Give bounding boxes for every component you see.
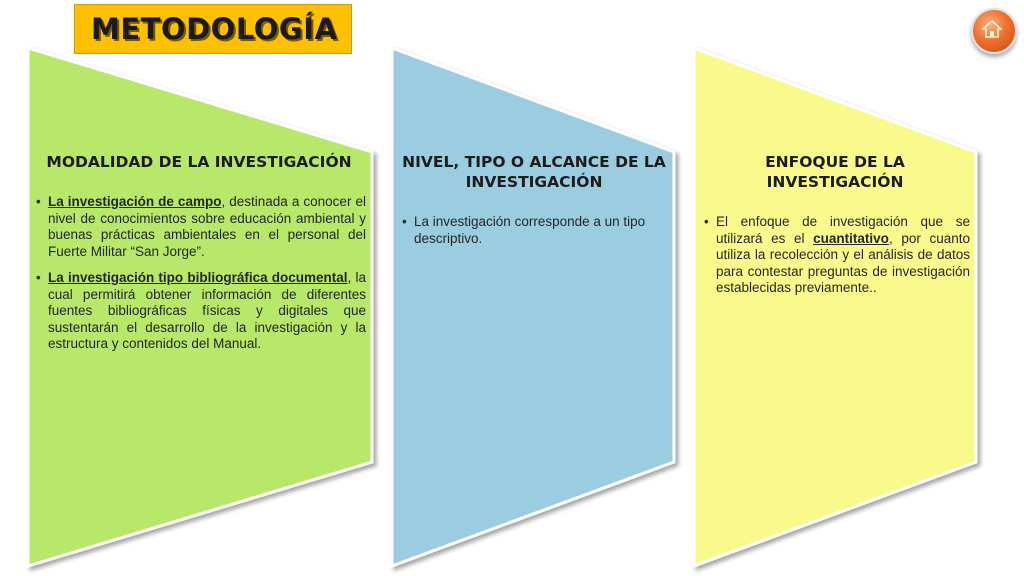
home-icon xyxy=(982,19,1002,39)
panel-nivel-heading: NIVEL, TIPO O ALCANCE DE LA INVESTIGACIÓN xyxy=(402,153,666,191)
panel-modalidad-heading: MODALIDAD DE LA INVESTIGACIÓN xyxy=(46,153,352,171)
title-banner xyxy=(74,4,352,54)
list-item: • La investigación tipo bibliográfica documental, la cual permitirá obtener información de diferentes fuentes bibliográficas físicas y digitales que sustentarán el desarrollo de la investigación y la estructura y contenidos del Manual. xyxy=(48,270,366,353)
panel-yellow-shape xyxy=(694,48,976,566)
panel-modalidad-list xyxy=(32,194,366,353)
panel-modalidad xyxy=(32,152,366,363)
panel-blue-shape xyxy=(392,48,674,566)
list-item: • La investigación de campo, destinada a conocer el nivel de conocimientos sobre educación ambiental y buenas prácticas ambientales en el personal del Fuerte Militar “San Jorge”. xyxy=(48,194,366,260)
panel-nivel-list xyxy=(398,214,670,247)
panel-enfoque-list xyxy=(700,214,970,297)
list-item: • La investigación corresponde a un tipo descriptivo. xyxy=(414,214,670,247)
panel-enfoque xyxy=(700,152,970,307)
panel-enfoque-heading: ENFOQUE DE LA INVESTIGACIÓN xyxy=(765,153,905,191)
list-item: • El enfoque de investigación que se utilizará es el cuantitativo, por cuanto utiliza la recolección y el análisis de datos para contestar preguntas de investigación establecidas previamente.. xyxy=(716,214,970,297)
slide-title: METODOLOGÍA xyxy=(91,12,338,46)
home-button[interactable] xyxy=(971,8,1017,54)
panel-nivel xyxy=(398,152,670,257)
